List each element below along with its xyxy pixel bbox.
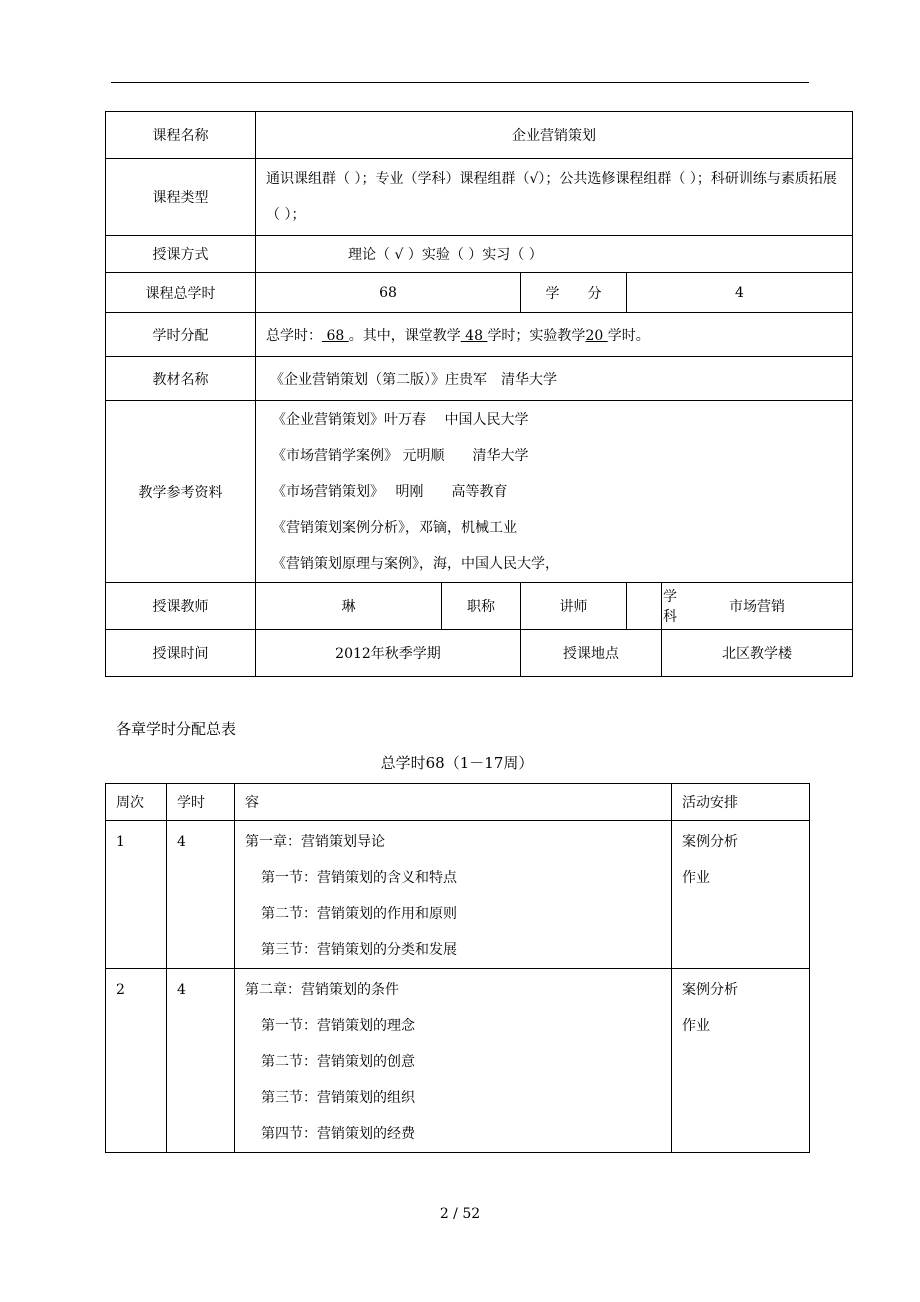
textbook-value: 《企业营销策划（第二版）》庄贵军 清华大学	[256, 357, 853, 401]
course-type-label: 课程类型	[106, 159, 256, 236]
subject-value: 市场营销	[662, 583, 853, 630]
hours-value: 4	[177, 834, 186, 850]
teacher-label: 授课教师	[106, 583, 256, 630]
hours-allocation-label: 学时分配	[106, 313, 256, 357]
section-item: 第一节：营销策划的含义和特点	[261, 870, 457, 886]
activity-item: 作业	[682, 870, 710, 886]
chapter-title: 第一章：营销策划导论	[245, 834, 385, 850]
total-hours-value: 68	[256, 273, 521, 313]
activity-item: 案例分析	[682, 834, 738, 850]
week-cell	[106, 969, 167, 1153]
teaching-mode-label: 授课方式	[106, 236, 256, 273]
week-value: 1	[116, 834, 125, 850]
alloc-class-hours: 48	[460, 327, 488, 344]
section-item: 第二节：营销策划的作用和原则	[261, 906, 457, 922]
title-label: 职称	[442, 583, 521, 630]
activity-item: 作业	[682, 1018, 710, 1034]
section-title: 各章学时分配总表	[116, 720, 237, 738]
section-item: 第一节：营销策划的理念	[261, 1018, 415, 1034]
alloc-suffix: 学时。	[607, 327, 650, 344]
reference-item: 《市场营销学案例》 元明顺 清华大学	[272, 447, 529, 464]
reference-item: 《企业营销策划》叶万春 中国人民大学	[272, 411, 529, 428]
hours-value: 4	[177, 982, 186, 998]
teaching-place-value: 北区教学楼	[662, 630, 853, 677]
subject-label-text: 学科	[663, 589, 677, 625]
textbook-label: 教材名称	[106, 357, 256, 401]
hours-allocation-value	[256, 313, 853, 357]
hours-cell	[167, 821, 235, 969]
section-item: 第三节：营销策划的分类和发展	[261, 942, 457, 958]
schedule-table	[105, 783, 810, 1153]
table-row	[106, 969, 810, 1153]
total-hours-label: 课程总学时	[106, 273, 256, 313]
content-cell	[235, 821, 672, 969]
activity-cell	[672, 821, 810, 969]
header-hours: 学时	[167, 784, 235, 821]
references-label: 教学参考资料	[106, 401, 256, 583]
alloc-total-hours: 68	[322, 327, 349, 344]
title-value: 讲师	[521, 583, 627, 630]
credit-value: 4	[627, 273, 853, 313]
alloc-mid-1: 。其中，课堂教学	[348, 327, 461, 344]
week-value: 2	[116, 982, 125, 998]
schedule-caption: 总学时68（1－17周）	[380, 754, 534, 772]
references-list	[256, 401, 853, 583]
section-item: 第二节：营销策划的创意	[261, 1054, 415, 1070]
credit-label: 学 分	[521, 273, 627, 313]
reference-item: 《营销策划原理与案例》，海，中国人民大学，	[272, 555, 559, 572]
activity-item: 案例分析	[682, 982, 738, 998]
hours-cell	[167, 969, 235, 1153]
teaching-mode-value: 理论（ √ ）实验（ ）实习（ ）	[256, 236, 853, 273]
section-item: 第四节：营销策划的经费	[261, 1126, 415, 1142]
header-content: 容	[235, 784, 672, 821]
chapter-title: 第二章：营销策划的条件	[245, 982, 399, 998]
header-week: 周次	[106, 784, 167, 821]
content-cell	[235, 969, 672, 1153]
page-number: 2 / 52	[439, 1206, 481, 1222]
course-type-cell	[256, 159, 853, 236]
teaching-time-label: 授课时间	[106, 630, 256, 677]
teaching-time-value: 2012年秋季学期	[256, 630, 521, 677]
reference-item: 《营销策划案例分析》，邓镝，机械工业	[272, 519, 517, 536]
alloc-lab-hours: 20	[585, 327, 608, 344]
reference-item: 《市场营销策划》 明刚 高等教育	[272, 483, 508, 500]
activity-cell	[672, 969, 810, 1153]
course-name-label: 课程名称	[106, 112, 256, 159]
course-info-table	[105, 111, 853, 677]
alloc-mid-2: 学时；实验教学	[487, 327, 586, 344]
teacher-name: 琳	[256, 583, 442, 630]
header-rule	[111, 82, 809, 83]
header-activity: 活动安排	[672, 784, 810, 821]
course-type-value: 通识课组群（ ）；专业（学科）课程组群（√）；公共选修课程组群（ ）；科研训练与素质拓展（ ）；	[266, 171, 837, 223]
table-row	[106, 821, 810, 969]
alloc-prefix: 总学时：	[266, 327, 322, 344]
section-item: 第三节：营销策划的组织	[261, 1090, 415, 1106]
week-cell	[106, 821, 167, 969]
course-name-value: 企业营销策划	[256, 112, 853, 159]
teaching-place-label: 授课地点	[521, 630, 662, 677]
subject-label	[627, 583, 677, 630]
